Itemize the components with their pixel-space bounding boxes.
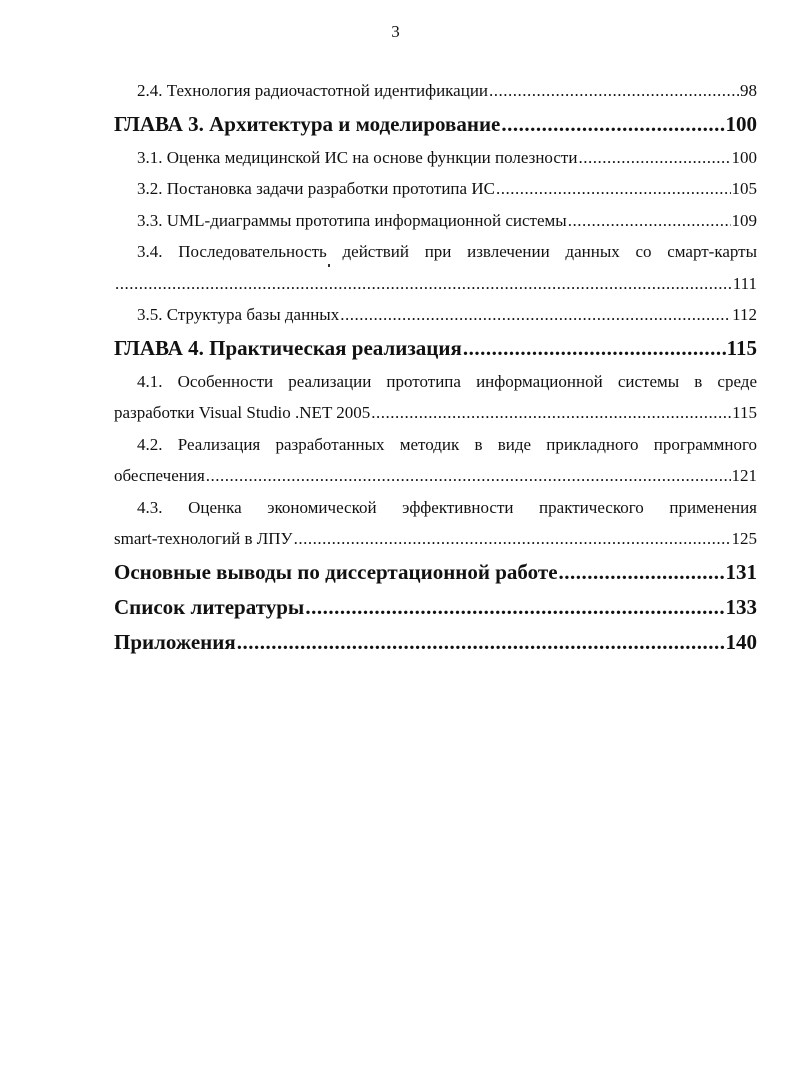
scan-speck [328,264,330,267]
toc-appendices [114,625,757,660]
toc-entry-4-3-line2 [114,523,757,555]
toc-entry-title: 3.5. Структура базы данных [137,305,340,324]
dot-leader [463,331,726,366]
toc-chapter-page: 115 [726,335,757,360]
toc-chapter-title: Список литературы [114,594,305,619]
dot-leader [237,625,725,660]
dot-leader [489,75,739,107]
toc-entry-title: обеспечения [114,466,205,485]
dot-leader [501,107,724,142]
toc-entry-page: 121 [731,466,757,485]
toc-references [114,590,757,625]
toc-entry-3-1 [114,142,757,174]
dot-leader [559,555,725,590]
toc-entry-title: 3.1. Оценка медицинской ИС на основе функции полезности [137,147,578,167]
toc-chapter-title: Приложения [114,629,236,654]
toc-entry-4-2-line1: 4.2. Реализация разработанных методик в виде прикладного программного [137,434,757,454]
toc-chapter-page: 140 [725,629,757,654]
dot-leader [115,268,732,300]
toc-chapter-3 [114,107,757,142]
toc-chapter-title: ГЛАВА 4. Практическая реализация [114,335,462,360]
toc-entry-page: 115 [732,403,757,422]
toc-chapter-4 [114,331,757,366]
toc-entry-3-4-line1: 3.4. Последовательность действий при извлечении данных со смарт-карты [137,242,757,261]
dot-leader [206,460,731,492]
toc-entry-3-3 [114,205,757,237]
dot-leader [568,205,731,237]
toc-chapter-title: ГЛАВА 3. Архитектура и моделирование [114,111,501,136]
toc-entry-4-1-line1: 4.1. Особенности реализации прототипа информационной системы в среде [137,371,757,391]
toc-entry-page: 125 [731,529,757,548]
page-number: 3 [391,22,400,41]
dot-leader [294,523,731,555]
toc-chapter-page: 100 [725,111,757,136]
toc-entry-page: 111 [732,273,757,293]
toc-entry-page: 109 [731,210,757,230]
toc-entry-page: 100 [731,147,757,167]
toc-entry-title: 2.4. Технология радиочастотной идентификации [137,81,489,100]
dot-leader [578,142,730,174]
toc-entry-page: 112 [732,305,757,324]
toc-entry-4-3-line1: 4.3. Оценка экономической эффективности практического применения [137,497,757,517]
dot-leader [496,173,731,205]
toc-chapter-page: 133 [725,594,757,619]
toc-entry-title: smart-технологий в ЛПУ [114,529,293,548]
toc-entry-title: разработки Visual Studio .NET 2005 [114,403,371,422]
toc-entry-4-2-line2 [114,460,757,492]
toc-chapter-title: Основные выводы по диссертационной работе [114,559,558,584]
toc-entry-page: 105 [731,179,757,198]
dot-leader [340,299,731,331]
toc-entry-3-5 [114,299,757,331]
dot-leader [371,397,731,429]
toc-chapter-page: 131 [725,559,757,584]
table-of-contents [114,75,757,660]
toc-entry-page: 98 [740,81,757,100]
toc-entry-title: 3.2. Постановка задачи разработки прототипа ИС [137,179,495,198]
toc-entry-title: 3.3. UML-диаграммы прототипа информационной системы [137,210,567,230]
toc-conclusions [114,555,757,590]
toc-entry-3-2 [114,173,757,205]
dot-leader [305,590,724,625]
toc-entry-3-4-line2 [114,268,757,300]
toc-entry-2-4 [114,75,757,107]
toc-entry-4-1-line2 [114,397,757,429]
